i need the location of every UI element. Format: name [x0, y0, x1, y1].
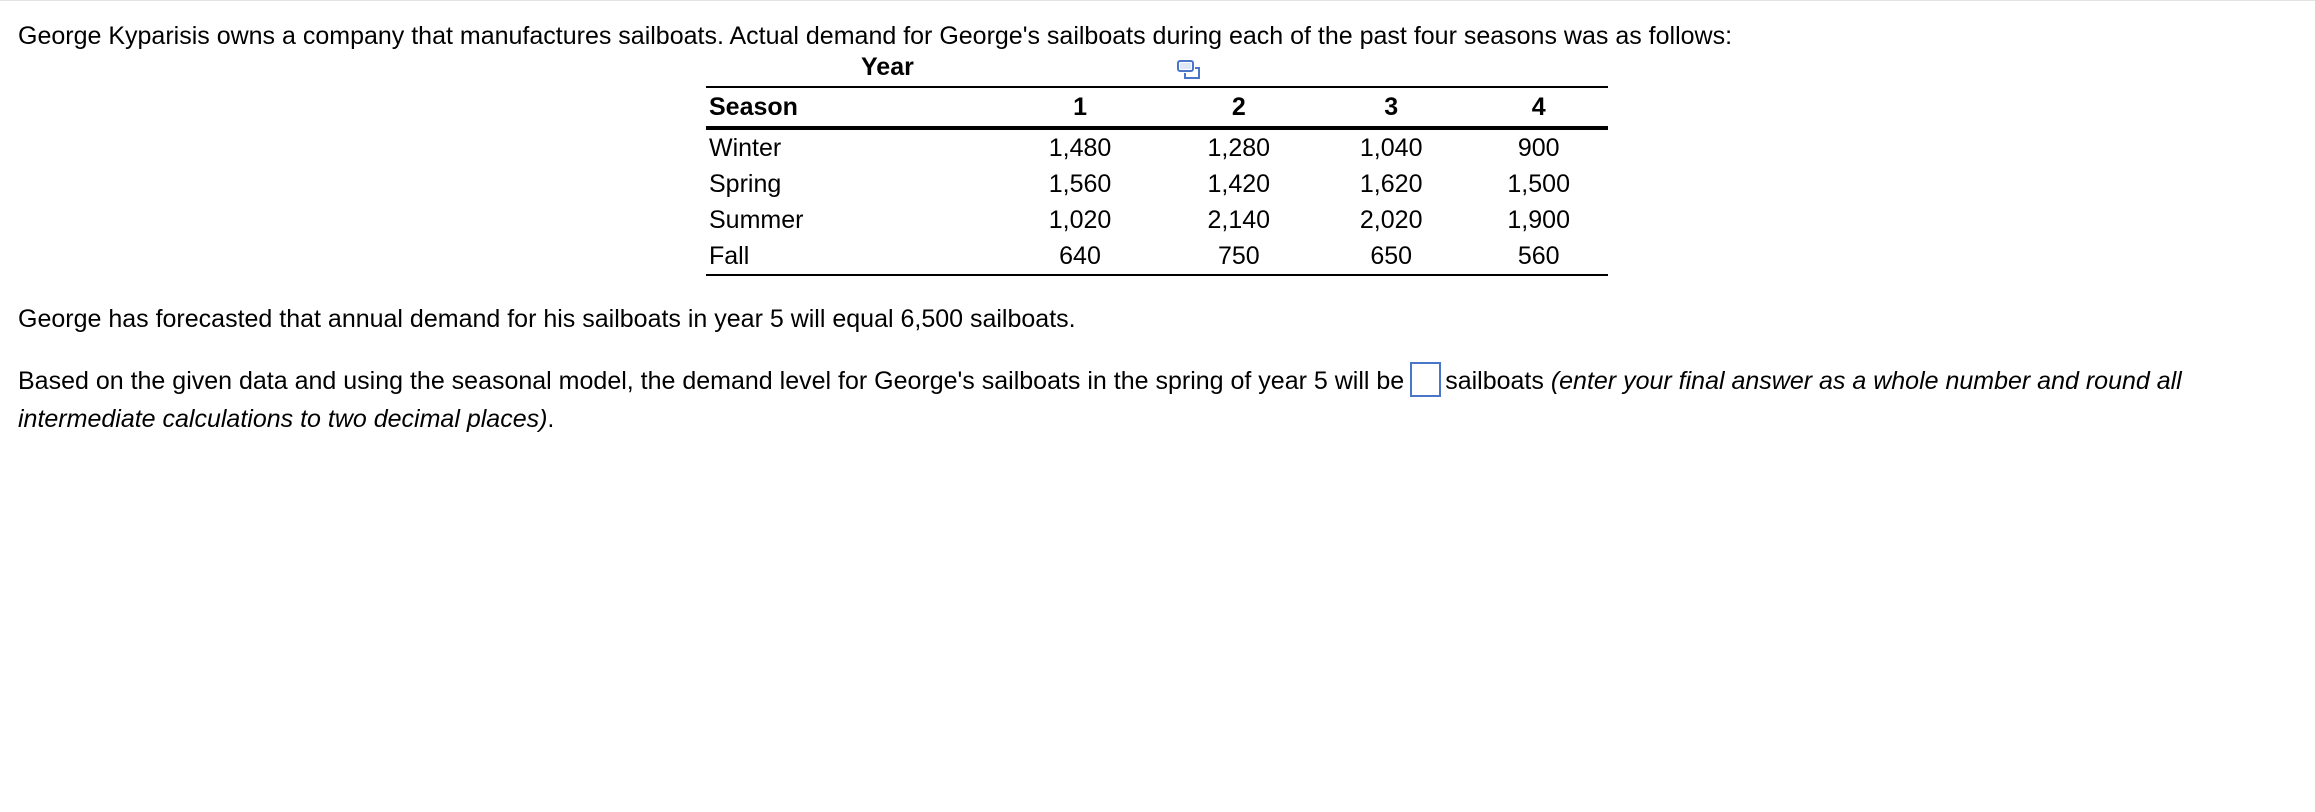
- year-1-column-header: 1: [1073, 93, 1087, 121]
- problem-intro: George Kyparisis owns a company that manufactures sailboats. Actual demand for George's sailboats during each of the past four seasons was as follows:: [18, 22, 1733, 50]
- answer-instruction-line2: intermediate calculations to two decimal places): [18, 405, 548, 433]
- season-cell: Winter: [709, 134, 782, 162]
- question-text: Based on the given data and using the seasonal model, the demand level for George's sailboats in the spring of year 5 will be: [18, 367, 1405, 395]
- question-block: [18, 362, 2182, 433]
- value-cell: 560: [1517, 242, 1560, 270]
- year-4-column-header: 4: [1531, 93, 1546, 121]
- forecast-statement: George has forecasted that annual demand for his sailboats in year 5 will equal 6,500 sailboats.: [18, 305, 1076, 333]
- answer-unit: sailboats: [1445, 367, 1544, 395]
- year-header: Year: [861, 53, 914, 81]
- year-2-column-header: 2: [1231, 93, 1246, 121]
- table-row-summer: [706, 202, 1608, 238]
- season-column-header: Season: [709, 93, 798, 121]
- answer-instruction-line1: (enter your final answer as a whole number and round all: [1550, 367, 2182, 395]
- value-cell: 1,560: [1048, 170, 1112, 198]
- trailing-period: .: [547, 405, 555, 433]
- value-cell: 750: [1217, 242, 1260, 270]
- value-cell: 1,900: [1507, 206, 1570, 234]
- value-cell: 1,480: [1048, 134, 1112, 162]
- value-cell: 1,620: [1359, 170, 1423, 198]
- value-cell: 2,020: [1359, 206, 1423, 234]
- value-cell: 900: [1517, 134, 1560, 162]
- value-cell: 2,140: [1207, 206, 1271, 234]
- season-cell: Spring: [709, 170, 782, 198]
- season-cell: Summer: [709, 206, 804, 234]
- value-cell: 1,020: [1048, 206, 1112, 234]
- demand-table: [706, 86, 1608, 276]
- table-header-row: [706, 87, 1608, 128]
- value-cell: 1,280: [1207, 134, 1271, 162]
- demand-table-container: [706, 86, 1608, 276]
- top-divider: [0, 0, 2315, 1]
- table-row-fall: [706, 238, 1608, 275]
- value-cell: 1,420: [1207, 170, 1271, 198]
- value-cell: 650: [1370, 242, 1413, 270]
- instruction-continuation: [18, 400, 554, 438]
- value-cell: 640: [1059, 242, 1101, 270]
- table-row-spring: [706, 166, 1608, 202]
- value-cell: 1,040: [1359, 134, 1423, 162]
- year-3-column-header: 3: [1384, 93, 1399, 121]
- season-cell: Fall: [709, 242, 750, 270]
- value-cell: 1,500: [1507, 170, 1570, 198]
- table-row-winter: [706, 128, 1608, 166]
- copy-data-icon[interactable]: [1177, 60, 1201, 80]
- answer-input[interactable]: [1410, 362, 1441, 397]
